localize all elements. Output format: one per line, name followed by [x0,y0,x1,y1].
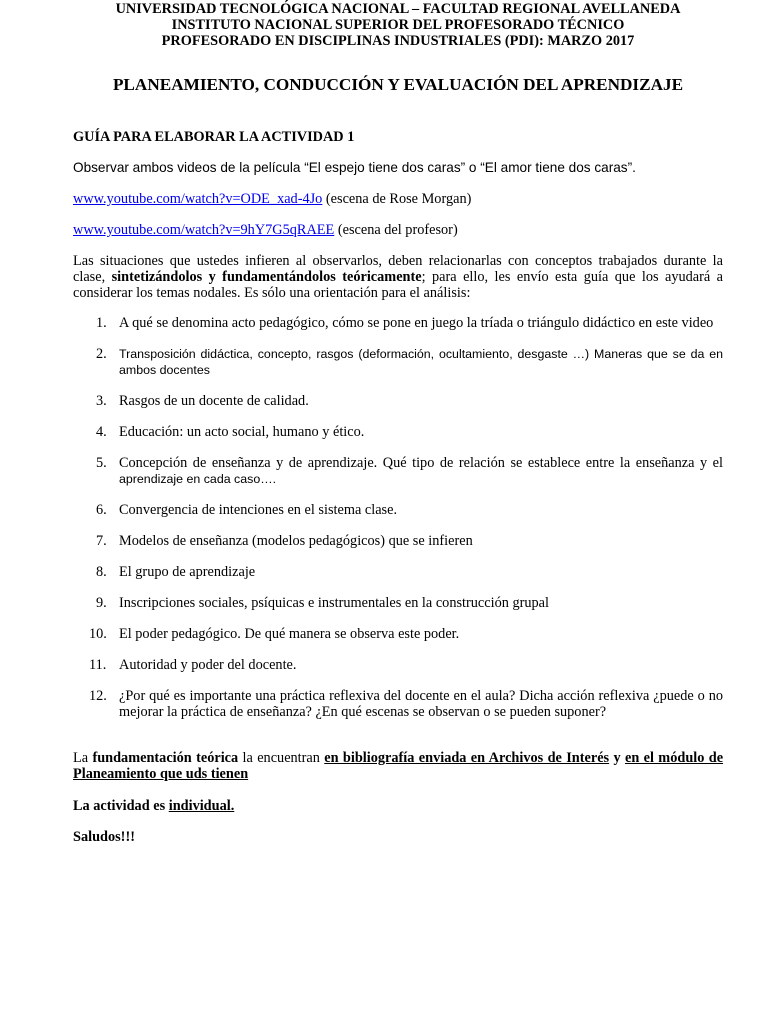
situations-bold: sintetizándolos y fundamentándolos teóricamente [111,269,422,285]
list-item-text: Inscripciones sociales, psíquicas e instrumentales en la construcción grupal [119,595,549,611]
list-item-number: 12. [89,688,107,704]
list-item [73,595,723,611]
video-link-rose-morgan[interactable]: www.youtube.com/watch?v=ODE_xad-4Jo [73,191,323,207]
document-page [73,0,723,845]
list-item-number: 7. [96,533,107,549]
list-item-text: Rasgos de un docente de calidad. [119,393,309,409]
list-item [73,502,723,518]
list-item-text: Modelos de enseñanza (modelos pedagógicos) que se infieren [119,533,473,549]
list-item-text: Concepción de enseñanza y de aprendizaje. Qué tipo de relación se establece entre la enseñanza y el [119,455,723,471]
activity-individual: individual. [168,798,235,814]
foundation-text-3: y [609,750,625,766]
greeting: Saludos!!! [73,829,135,845]
list-item-number: 1. [96,315,107,331]
list-item-number: 9. [96,595,107,611]
list-item-text: A qué se denomina acto pedagógico, cómo se pone en juego la tríada o triángulo didáctico en este video [119,315,714,331]
list-item-number: 11. [89,657,107,673]
list-item [73,688,723,720]
foundation-text-1: La [73,750,93,766]
list-item [73,657,723,673]
list-item [73,564,723,580]
list-item-number: 5. [96,455,107,471]
header-line-university: UNIVERSIDAD TECNOLÓGICA NACIONAL – FACULTAD REGIONAL AVELLANEDA [115,1,681,17]
video-link-line-1 [73,191,723,207]
list-item [73,455,723,487]
situations-paragraph [73,253,723,301]
list-item [73,533,723,549]
guide-title: GUÍA PARA ELABORAR LA ACTIVIDAD 1 [73,129,355,145]
guide-questions-list [73,315,723,720]
list-item-number: 6. [96,502,107,518]
list-item-text: El grupo de aprendizaje [119,564,256,580]
video-link-profesor[interactable]: www.youtube.com/watch?v=9hY7G5qRAEE [73,222,335,238]
list-item-text: ¿Por qué es importante una práctica reflexiva del docente en el aula? Dicha acción reflexiva ¿puede o no mejorar la práctica de enseñanza? ¿En qué escenas se observan o se pueden suponer? [119,688,723,720]
situations-text-1: Las situaciones que ustedes infieren al observarlos, deben relacionarlas con conceptos trabajados durante la clase, [73,253,723,285]
list-item-text: El poder pedagógico. De qué manera se observa este poder. [119,626,460,642]
foundation-bold: fundamentación teórica [92,750,239,766]
list-item-text-sans: aprendizaje en cada caso…. [119,472,277,486]
list-item-number: 2. [96,346,107,362]
list-item [73,315,723,331]
activity-note [73,798,723,814]
list-item-number: 8. [96,564,107,580]
list-item-number: 4. [96,424,107,440]
institution-header [73,1,723,49]
situations-text-2: ; para ello, les envío esta guía que los ayudará a considerar los temas nodales. Es sólo una orientación para el análisis: [73,269,724,301]
intro-text: Observar ambos videos de la película “El espejo tiene dos caras” o “El amor tiene dos caras”. [73,160,636,175]
list-item-number: 3. [96,393,107,409]
list-item-text: Transposición didáctica, concepto, rasgos (deformación, ocultamiento, desgaste …) Maneras que se da en ambos docentes [119,347,723,377]
header-line-program: PROFESORADO EN DISCIPLINAS INDUSTRIALES (PDI): MARZO 2017 [161,33,635,49]
foundation-module: en el módulo de Planeamiento que uds tienen [73,750,724,782]
list-item-text: Autoridad y poder del docente. [119,657,297,673]
foundation-bibliography: en bibliografía enviada en Archivos de Interés [324,750,610,766]
list-item [73,424,723,440]
header-line-institute: INSTITUTO NACIONAL SUPERIOR DEL PROFESORADO TÉCNICO [171,17,625,33]
list-item-text: Convergencia de intenciones en el sistema clase. [119,502,398,518]
list-item [73,626,723,642]
video-link-line-2 [73,222,723,238]
list-item-number: 10. [89,626,107,642]
page-title: PLANEAMIENTO, CONDUCCIÓN Y EVALUACIÓN DEL APRENDIZAJE [112,75,684,94]
foundation-text-2: la encuentran [238,750,325,766]
video-link-note-1: (escena de Rose Morgan) [322,191,472,207]
list-item [73,346,723,378]
foundation-paragraph [73,750,723,782]
video-link-note-2: (escena del profesor) [334,222,458,238]
activity-text: La actividad es [73,798,169,814]
list-item [73,393,723,409]
list-item-text: Educación: un acto social, humano y ético. [119,424,365,440]
